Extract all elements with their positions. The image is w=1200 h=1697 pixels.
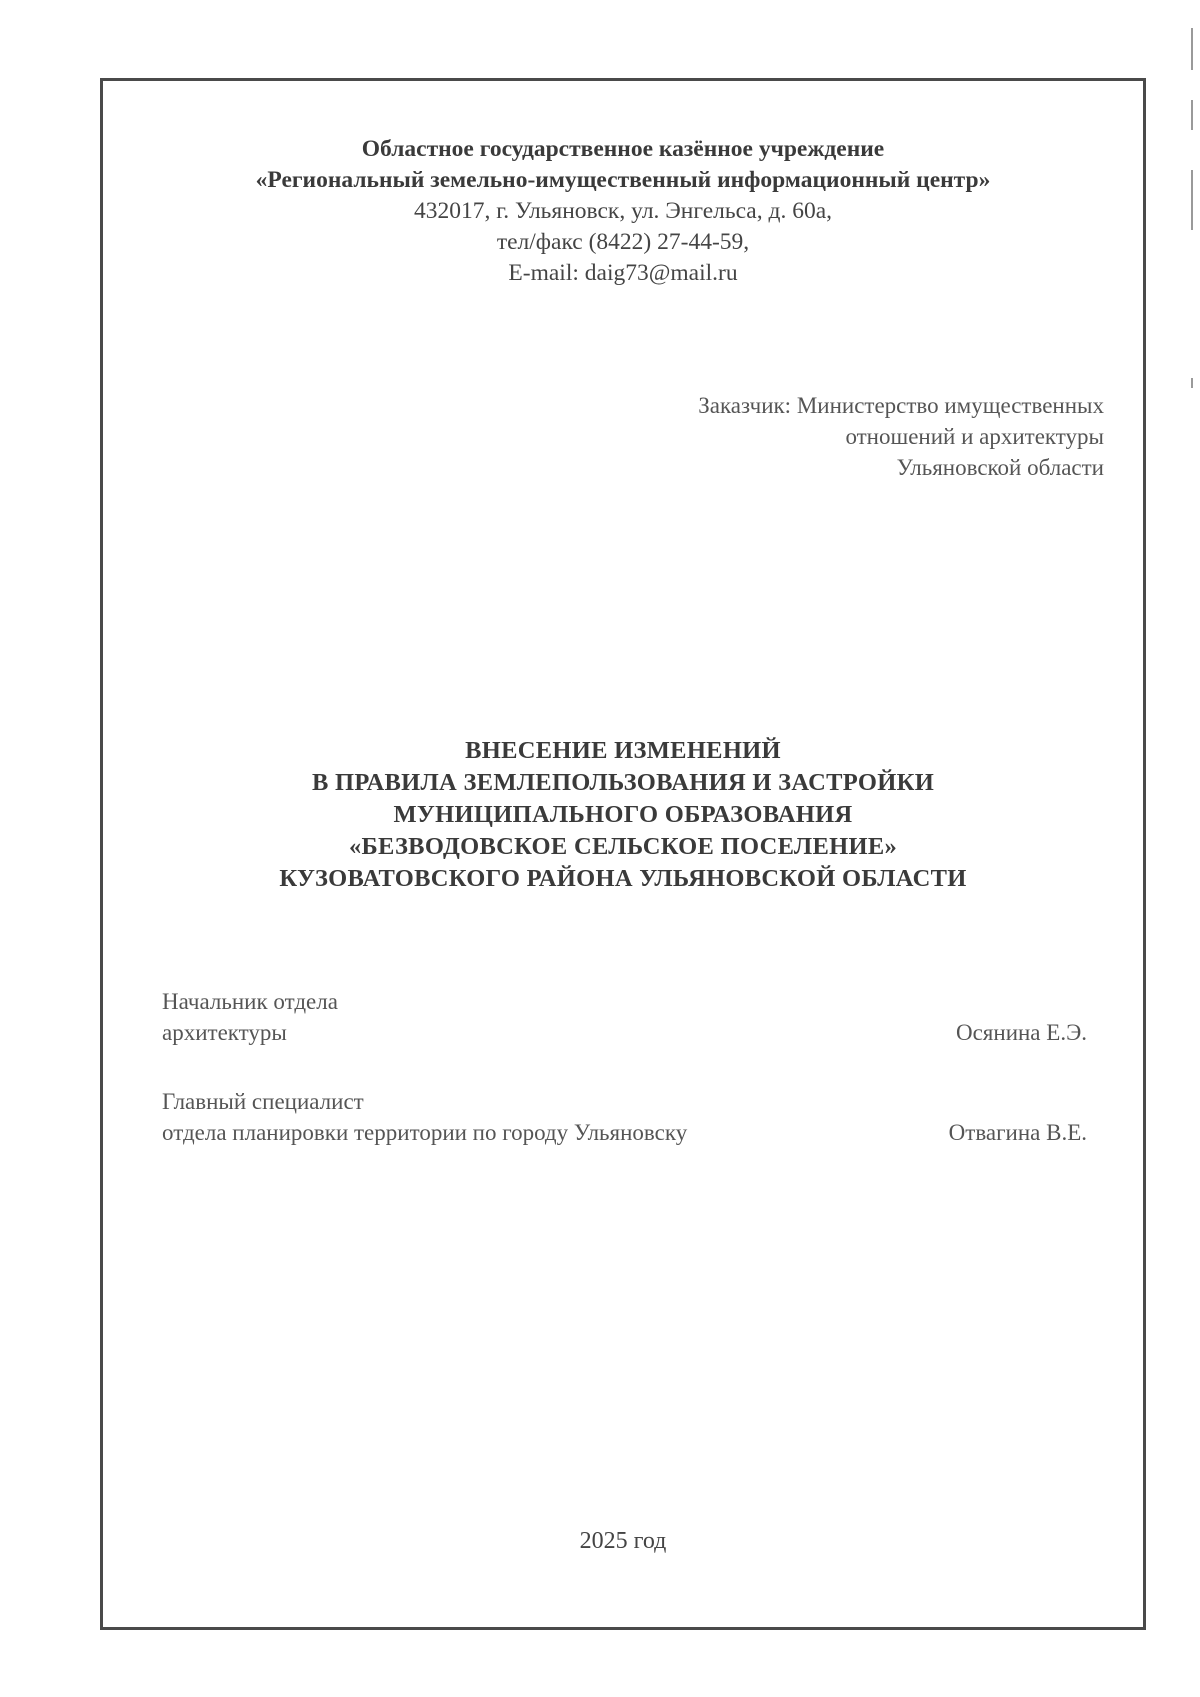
customer-line: отношений и архитектуры <box>845 424 1104 449</box>
title-line: «БЕЗВОДОВСКОЕ СЕЛЬСКОЕ ПОСЕЛЕНИЕ» <box>348 833 898 860</box>
customer-line: Ульяновской области <box>896 455 1104 480</box>
organization-phone: тел/факс (8422) 27-44-59, <box>496 229 750 255</box>
scan-edge-mark <box>1191 378 1193 388</box>
organization-header <box>100 134 1146 289</box>
signatory-block <box>162 1086 1087 1148</box>
scan-edge-mark <box>1191 170 1193 230</box>
customer-block <box>698 390 1104 483</box>
signatory-position: отдела планировки территории по городу Ульяновску <box>162 1120 688 1145</box>
signatory-position: архитектуры <box>162 1020 287 1045</box>
signatory-name: Отвагина В.Е. <box>948 1120 1087 1145</box>
organization-name: «Региональный земельно-имущественный информационный центр» <box>255 167 991 193</box>
document-title <box>100 735 1146 895</box>
signatory-block <box>162 986 1087 1048</box>
scan-edge-mark <box>1191 28 1193 70</box>
scan-edge-mark <box>1191 100 1193 130</box>
signatory-position: Начальник отдела <box>162 989 338 1014</box>
title-line: МУНИЦИПАЛЬНОГО ОБРАЗОВАНИЯ <box>393 801 853 828</box>
organization-address: 432017, г. Ульяновск, ул. Энгельса, д. 60а, <box>413 198 832 224</box>
title-line: В ПРАВИЛА ЗЕМЛЕПОЛЬЗОВАНИЯ И ЗАСТРОЙКИ <box>311 769 935 796</box>
signatory-name: Осянина Е.Э. <box>955 1020 1087 1045</box>
title-line: ВНЕСЕНИЕ ИЗМЕНЕНИЙ <box>465 737 781 764</box>
organization-email: E-mail: daig73@mail.ru <box>508 260 738 286</box>
customer-line: Заказчик: Министерство имущественных <box>698 393 1104 418</box>
signatory-position: Главный специалист <box>162 1089 364 1114</box>
title-line: КУЗОВАТОВСКОГО РАЙОНА УЛЬЯНОВСКОЙ ОБЛАСТИ <box>279 865 967 892</box>
document-year: 2025 год <box>579 1528 667 1554</box>
organization-type: Областное государственное казённое учреждение <box>361 136 885 162</box>
